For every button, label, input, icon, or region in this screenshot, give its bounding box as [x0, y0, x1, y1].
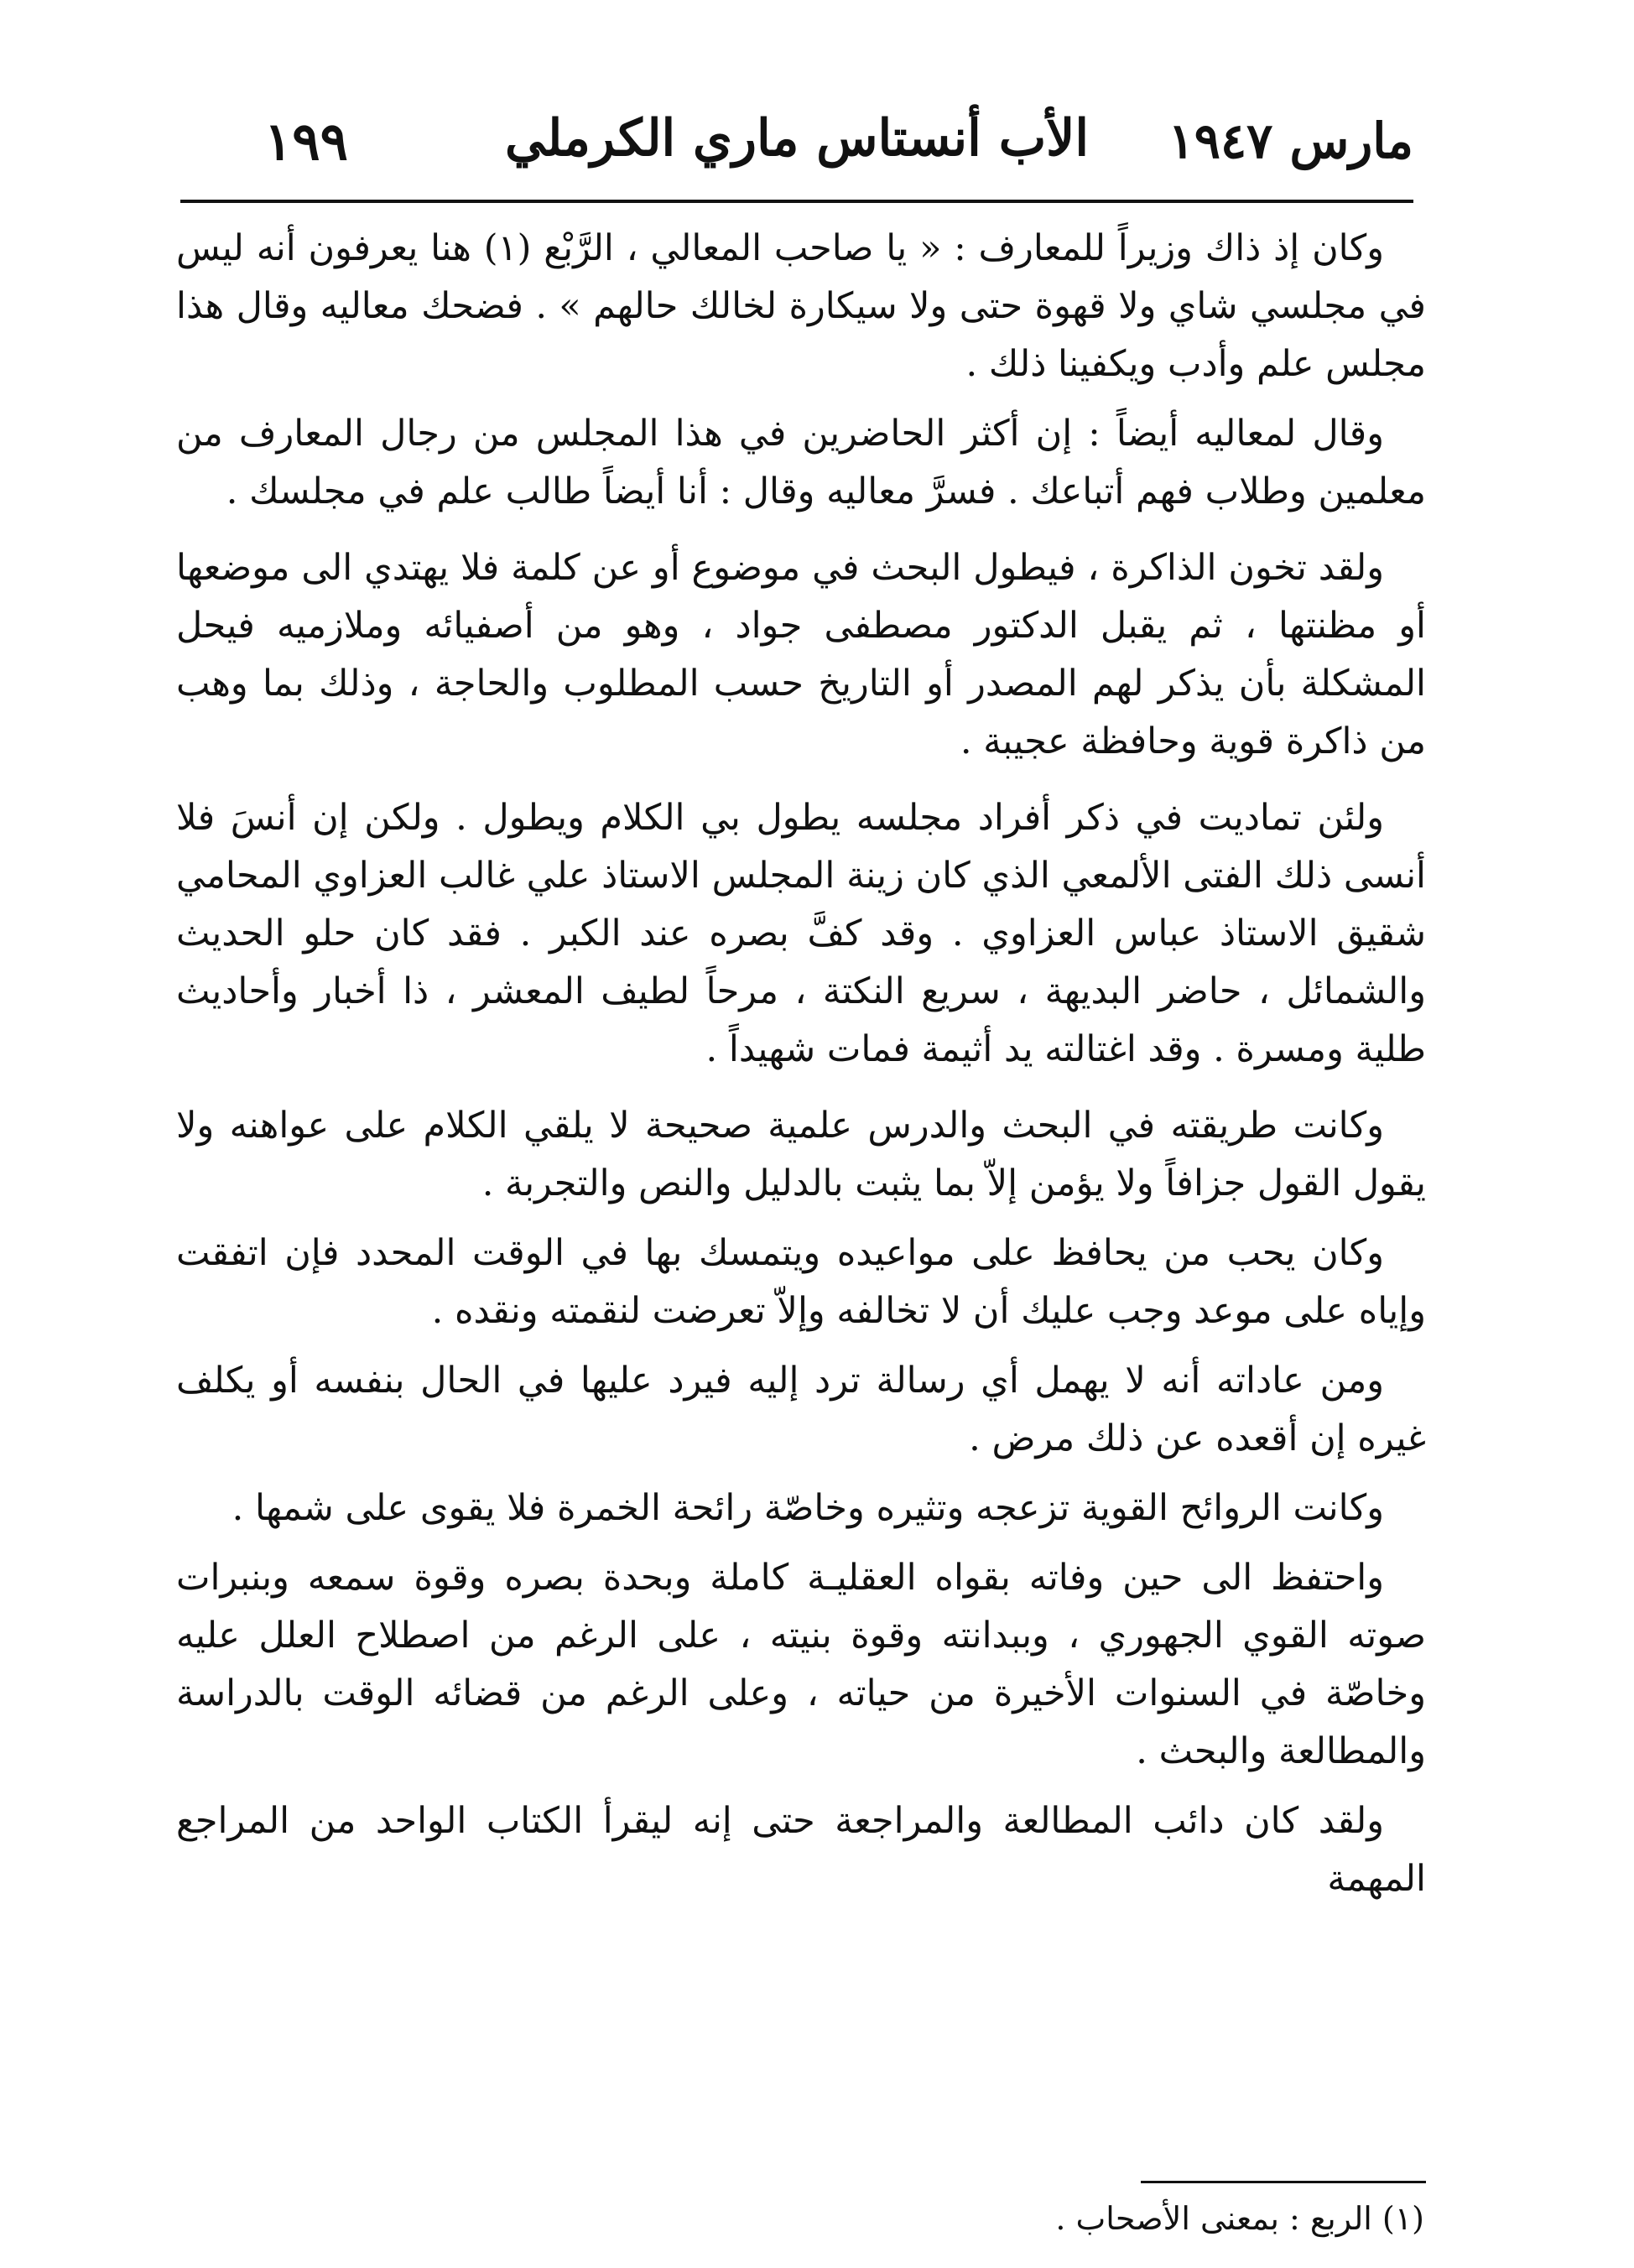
paragraph-1: وكان إذ ذاك وزيراً للمعارف : « يا صاحب المعالي ، الرَّبْع (١) هنا يعرفون أنه ليس في مجلسي شاي ولا قهوة حتى ولا سيكارة لخالك حالهم » . فضحك معاليه وقال هذا مجلس علم وأدب ويكفينا ذلك . — [176, 227, 1426, 385]
paragraph-6: وكان يحب من يحافظ على مواعيده ويتمسك بها في الوقت المحدد فإن اتفقت وإياه على موعد وجب عليك أن لا تخالفه وإلاّ تعرضت لنقمته ونقده . — [176, 1232, 1426, 1332]
paragraph-9: واحتفظ الى حين وفاته بقواه العقليـة كاملة وبحدة بصره وقوة سمعه وبنبرات صوته القوي الجهوري ، وببدانته وقوة بنيته ، على الرغم من اصطلاح العلل عليه وخاصّة في السنوات الأخيرة من حياته ، وعلى الرغم من قضائه الوقت بالدراسة والمطالعة والبحث . — [176, 1557, 1426, 1772]
paragraph-8: وكانت الروائح القوية تزعجه وتثيره وخاصّة رائحة الخمرة فلا يقوى على شمها . — [232, 1487, 1384, 1529]
paragraph-5: وكانت طريقته في البحث والدرس علمية صحيحة لا يلقي الكلام على عواهنه ولا يقول القول جزافاً ولا يؤمن إلاّ بما يثبت بالدليل والنص والتجربة . — [176, 1105, 1426, 1204]
footnote-divider — [1141, 2181, 1426, 2183]
paragraph-2: وقال لمعاليه أيضاً : إن أكثر الحاضرين في هذا المجلس من رجال المعارف من معلمين وطلاب فهم أتباعك . فسرَّ معاليه وقال : أنا أيضاً طالب علم في مجلسك . — [176, 413, 1426, 512]
paragraph-10: ولقد كان دائب المطالعة والمراجعة حتى إنه ليقرأ الكتاب الواحد من المراجع المهمة — [176, 1800, 1426, 1900]
paragraph-7: ومن عاداته أنه لا يهمل أي رسالة ترد إليه فيرد عليها في الحال بنفسه أو يكلف غيره إن أقعده عن ذلك مرض . — [176, 1360, 1426, 1459]
header-divider — [180, 200, 1413, 203]
footnote: (١) الربع : بمعنى الأصحاب . — [1055, 2200, 1424, 2237]
paragraph-4: ولئن تماديت في ذكر أفراد مجلسه يطول بي الكلام ويطول . ولكن إن أنسَ فلا أنسى ذلك الفتى الألمعي الذي كان زينة المجلس الاستاذ علي غالب العزاوي المحامي شقيق الاستاذ عباس العزاوي . وقد كفَّ بصره عند الكبر . فقد كان حلو الحديث والشمائل ، حاضر البديهة ، سريع النكتة ، مرحاً لطيف المعشر ، ذا أخبار وأحاديث طلية ومسرة . وقد اغتالته يد أثيمة فمات شهيداً . — [176, 797, 1426, 1070]
page-header — [180, 101, 1413, 193]
header-date: مارس ١٩٤٧ — [1168, 112, 1413, 169]
paragraph-3: ولقد تخون الذاكرة ، فيطول البحث في موضوع أو عن كلمة فلا يهتدي الى موضعها أو مظنتها ، ثم يقبل الدكتور مصطفى جواد ، وهو من أصفيائه وملازميه فيحل المشكلة بأن يذكر لهم المصدر أو التاريخ حسب المطلوب والحاجة ، وذلك بما وهب من ذاكرة قوية وحافظة عجيبة . — [176, 547, 1426, 762]
header-title: الأب أنستاس ماري الكرملي — [504, 109, 1090, 168]
page-number: ١٩٩ — [264, 111, 348, 172]
article-body — [176, 220, 1426, 1920]
